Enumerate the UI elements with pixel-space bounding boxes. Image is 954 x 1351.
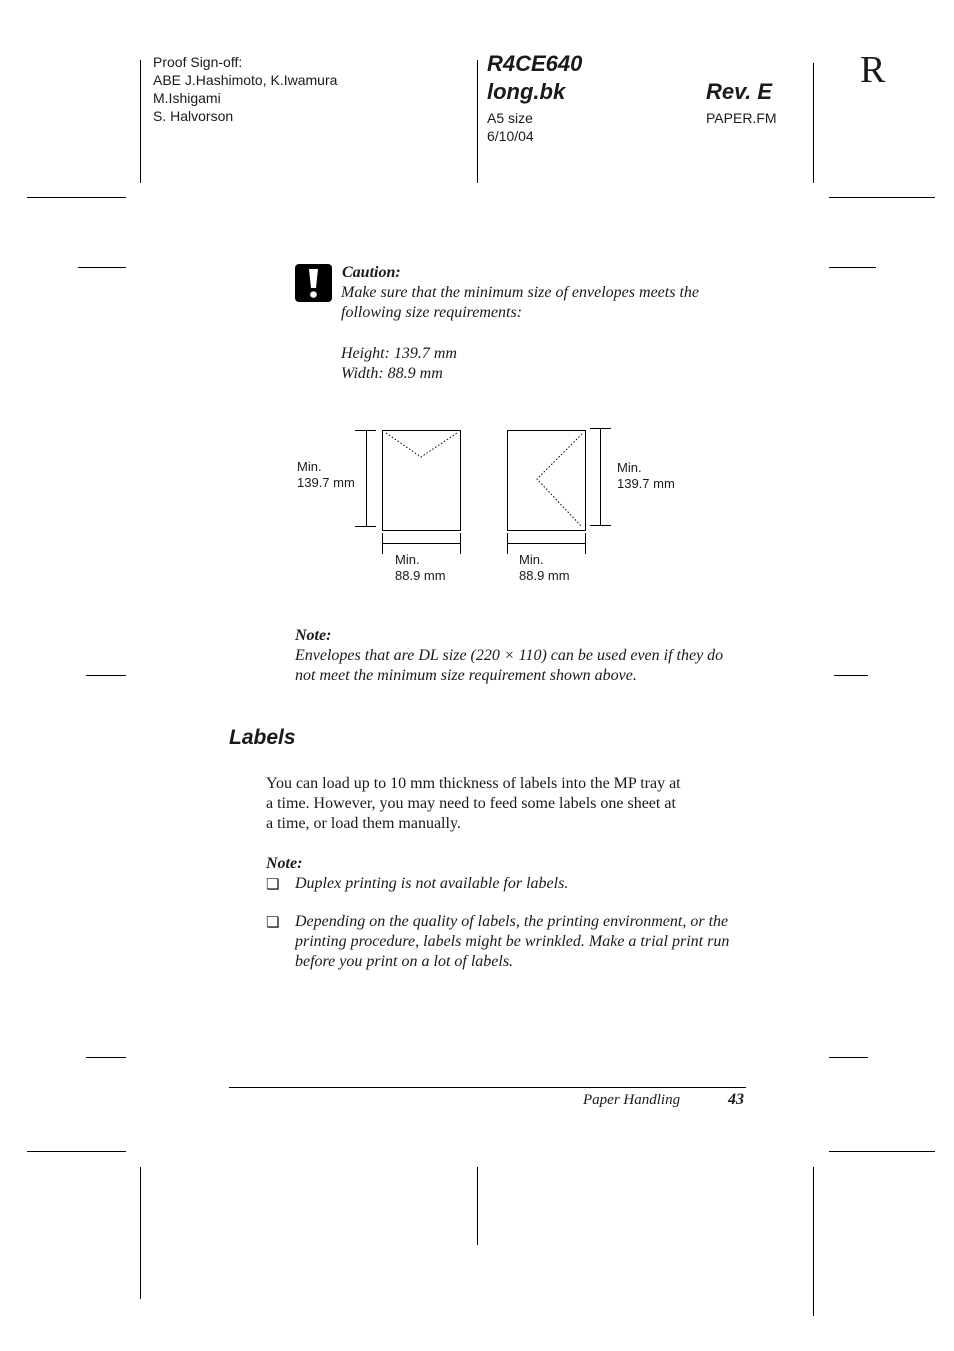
left-height-label bbox=[297, 459, 355, 491]
right-height-dimension bbox=[590, 429, 611, 526]
fig-label-line: Min. bbox=[297, 459, 322, 474]
revision: Rev. E bbox=[706, 79, 773, 104]
left-width-label bbox=[395, 552, 446, 584]
bullet-line: Depending on the quality of labels, the printing environment, or the bbox=[295, 913, 729, 930]
paragraph-line: a time. However, you may need to feed some labels one sheet at bbox=[266, 795, 676, 812]
caution-height: Height: 139.7 mm bbox=[341, 345, 457, 362]
tab-letter: R bbox=[860, 49, 886, 91]
labels-paragraph bbox=[266, 774, 681, 834]
bullet-glyph: ❏ bbox=[266, 875, 280, 893]
right-height-label bbox=[617, 460, 675, 492]
right-envelope bbox=[508, 431, 586, 531]
fig-label-line: 88.9 mm bbox=[395, 568, 446, 583]
file-name: PAPER.FM bbox=[706, 110, 777, 126]
note-line: not meet the minimum size requirement shown above. bbox=[295, 667, 637, 684]
section-title: Labels bbox=[229, 726, 296, 749]
page-number: 43 bbox=[728, 1091, 744, 1108]
bullet-item bbox=[295, 912, 729, 972]
left-height-dimension bbox=[355, 431, 376, 527]
bullet-line: before you print on a lot of labels. bbox=[295, 953, 514, 970]
bullet-line: printing procedure, labels might be wrinkled. Make a trial print run bbox=[295, 933, 730, 950]
fig-label-line: 88.9 mm bbox=[519, 568, 570, 583]
right-width-dimension bbox=[508, 533, 586, 554]
note-heading: Note: bbox=[295, 627, 332, 644]
fig-label-line: Min. bbox=[519, 552, 544, 567]
labels-note-heading: Note: bbox=[266, 855, 303, 872]
fig-label-line: Min. bbox=[395, 552, 420, 567]
model-name: R4CE640 bbox=[487, 51, 583, 76]
bullet-glyph: ❏ bbox=[266, 913, 280, 931]
note-line: Envelopes that are DL size (220 × 110) can be used even if they do bbox=[295, 647, 724, 664]
bullet-item bbox=[295, 874, 568, 894]
caution-heading: Caution: bbox=[342, 264, 401, 281]
left-width-dimension bbox=[383, 533, 461, 554]
book-name: long.bk bbox=[487, 79, 566, 104]
caution-line: following size requirements: bbox=[341, 304, 523, 321]
fig-label-line: Min. bbox=[617, 460, 642, 475]
proof-line: M.Ishigami bbox=[153, 90, 221, 106]
right-width-label bbox=[519, 552, 570, 584]
bullet-line: Duplex printing is not available for labels. bbox=[295, 875, 569, 892]
proof-line: Proof Sign-off: bbox=[153, 54, 243, 70]
proof-line: ABE J.Hashimoto, K.Iwamura bbox=[153, 72, 338, 88]
paragraph-line: a time, or load them manually. bbox=[266, 815, 461, 832]
footer-rule bbox=[229, 1087, 746, 1088]
paper-size: A5 size bbox=[487, 110, 533, 126]
proof-line: S. Halvorson bbox=[153, 108, 234, 124]
fig-label-line: 139.7 mm bbox=[617, 476, 675, 491]
footer-section: Paper Handling bbox=[583, 1092, 681, 1108]
caution-width: Width: 88.9 mm bbox=[341, 365, 443, 382]
caution-line: Make sure that the minimum size of envelopes meets the bbox=[341, 284, 699, 301]
paragraph-line: You can load up to 10 mm thickness of labels into the MP tray at bbox=[266, 775, 681, 792]
note-text bbox=[295, 646, 723, 686]
left-envelope bbox=[383, 431, 461, 531]
print-date: 6/10/04 bbox=[487, 128, 534, 144]
fig-label-line: 139.7 mm bbox=[297, 475, 355, 490]
